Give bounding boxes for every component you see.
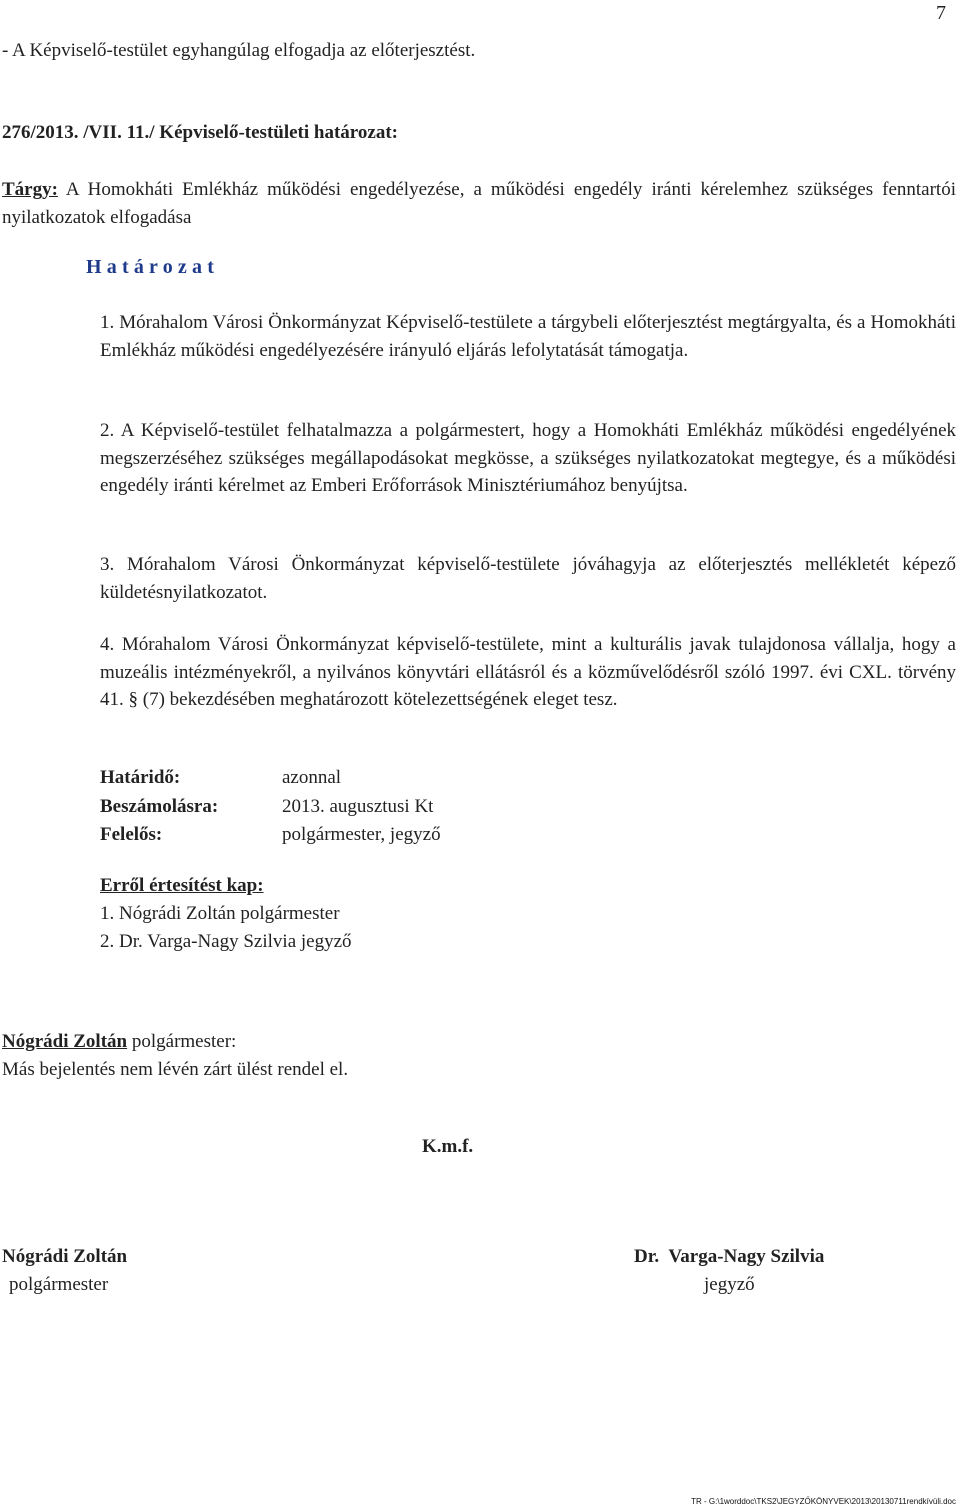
- intro-line: - A Képviselő-testület egyhangúlag elfogadja az előterjesztést.: [2, 40, 476, 61]
- report-value: 2013. augusztusi Kt: [282, 795, 434, 817]
- responsible-label: Felelős:: [100, 824, 163, 845]
- closing-text: Más bejelentés nem lévén zárt ülést rendel el.: [2, 1059, 349, 1080]
- point-4: 4. Mórahalom Városi Önkormányzat képviselő-testülete, mint a kulturális javak tulajdonosa vállalja, hogy a muzeális intézményekről, a nyilvános könyvtári ellátásról és a közművelődésről szóló 1997. évi CXL. törvény 41. § (7) bekezdésében meghatározott kötelezettségének eleget tesz.: [100, 634, 956, 711]
- closing-speaker: Nógrádi Zoltán: [2, 1031, 128, 1052]
- point-2: 2. A Képviselő-testület felhatalmazza a polgármestert, hogy a Homokháti Emlékház működési engedélyének megszerzéséhez szükséges megállapodásokat megkösse, a szükséges nyilatkozatokat megtegye, és a működési engedély iránti kérelmet az Emberi Erőforrások Minisztériumához benyújtsa.: [100, 420, 956, 497]
- signature-right: [634, 1243, 824, 1299]
- report-label: Beszámolásra:: [100, 795, 219, 817]
- closing-speaker-line: [2, 1028, 348, 1056]
- meta-row-responsible: [100, 821, 441, 850]
- subject-paragraph: [2, 176, 956, 231]
- point-3: 3. Mórahalom Városi Önkormányzat képviselő-testülete jóváhagyja az előterjesztés mellékletét képező küldetésnyilatkozatot.: [100, 554, 956, 603]
- subject-text: A Homokháti Emlékház működési engedélyezése, a működési engedély iránti kérelemhez szükséges fenntartói nyilatkozatok elfogadása: [2, 179, 956, 228]
- signature-right-role: jegyző: [704, 1274, 755, 1295]
- meta-row-report: [100, 793, 441, 822]
- closing-block: [2, 1028, 348, 1084]
- notify-block: [100, 872, 352, 956]
- signature-right-name: Dr. Varga-Nagy Szilvia: [634, 1246, 825, 1267]
- kmf-label: K.m.f.: [422, 1136, 474, 1157]
- closing-speaker-role: polgármester:: [127, 1031, 237, 1052]
- signature-left-name: Nógrádi Zoltán: [2, 1246, 128, 1267]
- notify-heading: Erről értesítést kap:: [100, 875, 264, 896]
- notify-item: 2. Dr. Varga-Nagy Szilvia jegyző: [100, 931, 352, 952]
- responsible-value: polgármester, jegyző: [282, 824, 441, 845]
- signature-left: [2, 1243, 127, 1299]
- subject-label: Tárgy:: [2, 179, 58, 200]
- deadline-label: Határidő:: [100, 767, 181, 788]
- decision-title: H a t á r o z a t: [86, 256, 214, 278]
- resolution-heading: 276/2013. /VII. 11./ Képviselő-testületi határozat:: [2, 122, 398, 143]
- deadline-value: azonnal: [282, 767, 342, 788]
- footer-path: TR - G:\1worddoc\TKS2\JEGYZŐKÖNYVEK\2013\20130711rendkívüli.doc: [691, 1497, 956, 1506]
- meta-block: [100, 764, 441, 850]
- page-number: 7: [936, 2, 946, 24]
- point-1: 1. Mórahalom Városi Önkormányzat Képviselő-testülete a tárgybeli előterjesztést megtárgyalta, és a Homokháti Emlékház működési engedélyezésére irányuló eljárás lefolytatását támogatja.: [100, 312, 956, 361]
- signature-left-role: polgármester: [9, 1274, 109, 1295]
- meta-row-deadline: [100, 764, 441, 793]
- notify-item: 1. Nógrádi Zoltán polgármester: [100, 903, 340, 924]
